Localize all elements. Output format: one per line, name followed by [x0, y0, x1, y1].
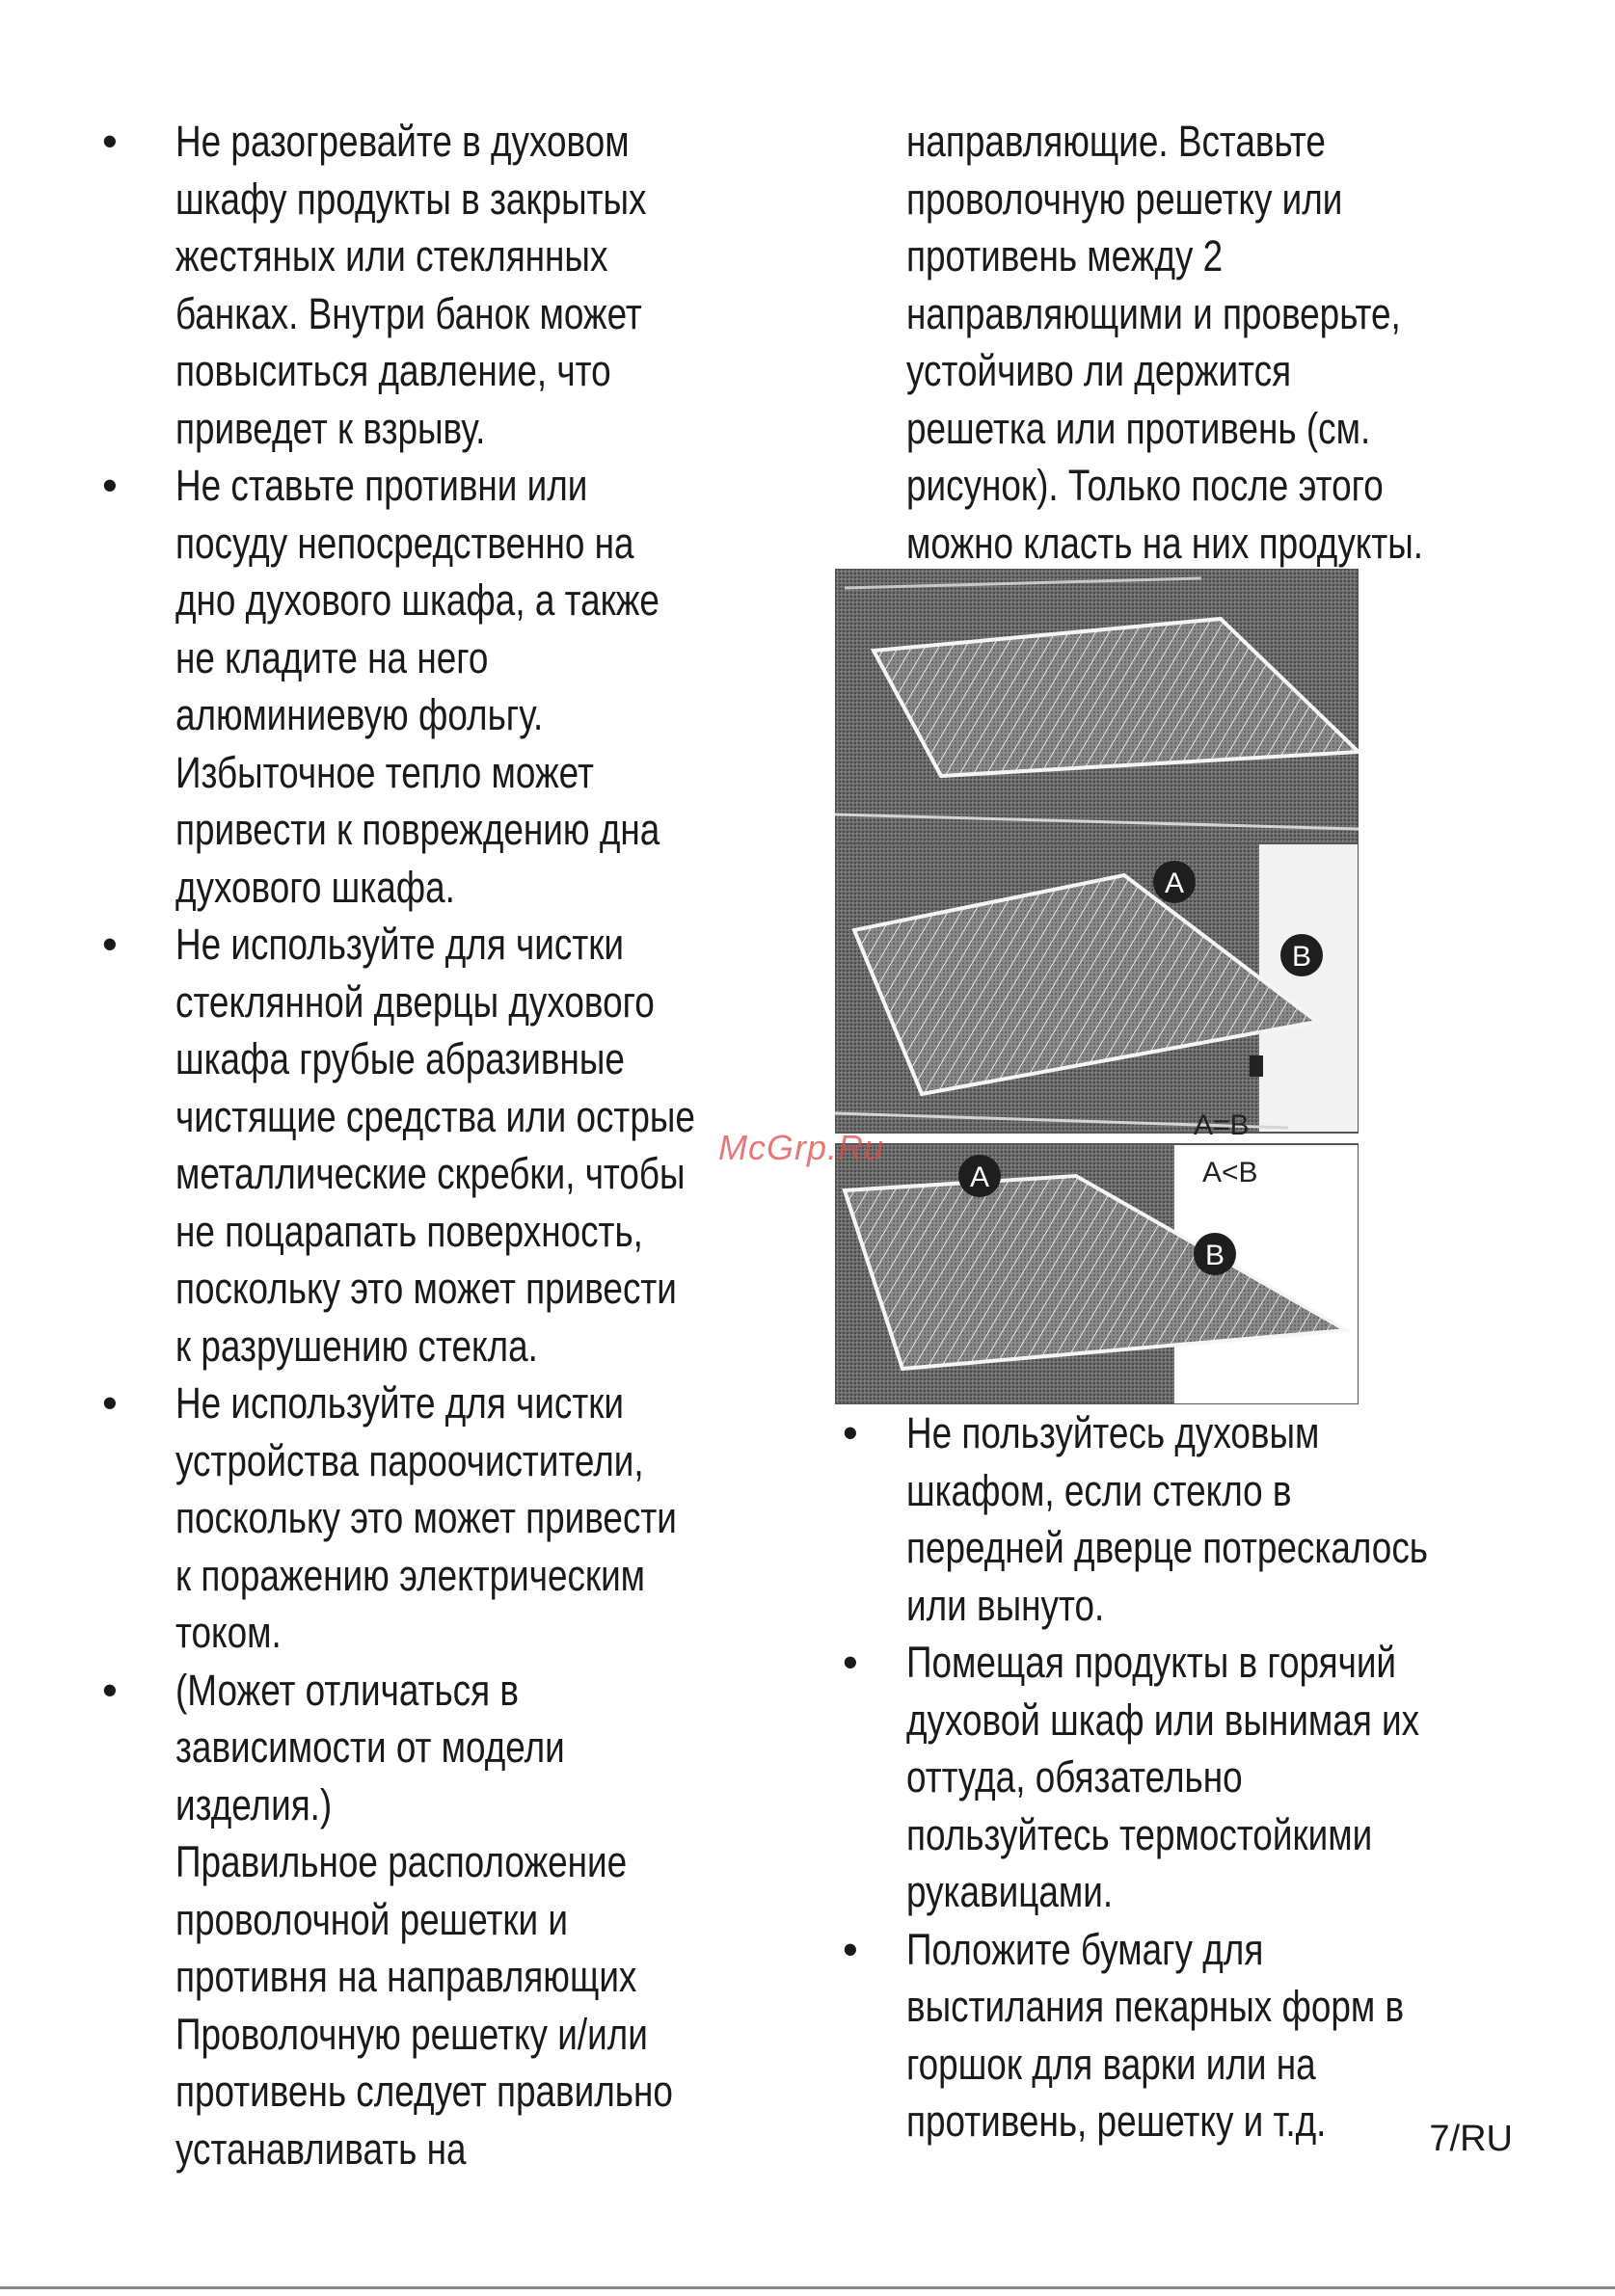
text-line: не поцарапать поверхность,: [175, 1206, 643, 1256]
text-line: Не ставьте противни или: [175, 461, 588, 510]
text-line: током.: [175, 1608, 282, 1657]
text-line: дно духового шкафа, а также: [175, 575, 659, 625]
watermark: McGrp.Ru: [718, 1128, 885, 1167]
text-line: Не используйте для чистки: [175, 920, 625, 969]
text-line: противня на направляющих: [175, 1952, 637, 2001]
bullet-dot: •: [102, 117, 118, 166]
caption-equal: A=B: [1194, 1109, 1250, 1141]
text-line: к разрушению стекла.: [175, 1321, 538, 1371]
text-line: духовой шкаф или вынимая их: [906, 1695, 1420, 1745]
bullet-dot: •: [102, 461, 118, 510]
bullet-dot: •: [843, 1408, 858, 1457]
text-line: духового шкафа.: [175, 862, 455, 912]
text-line: пользуйтесь термостойкими: [906, 1809, 1373, 1859]
label-b-middle: B: [1291, 941, 1312, 973]
text-line: приведет к взрыву.: [175, 403, 486, 453]
text-line: металлические скребки, чтобы: [175, 1149, 686, 1198]
label-b-bottom: B: [1204, 1240, 1225, 1271]
bullet-dot: •: [102, 1665, 118, 1715]
text-line: устанавливать на: [175, 2123, 467, 2174]
text-line: рисунок). Только после этого: [906, 461, 1384, 510]
text-line: оттуда, обязательно: [906, 1752, 1243, 1802]
list-item: [96, 457, 791, 916]
text-line: Помещая продукты в горячий: [906, 1638, 1397, 1687]
text-line: или вынуто.: [906, 1580, 1105, 1630]
list-item: [837, 1634, 1589, 1921]
text-line: противень между 2: [906, 231, 1224, 280]
text-line: направляющие. Вставьте: [906, 117, 1326, 166]
text-line: жестяных или стеклянных: [175, 231, 608, 280]
text-line: выстилания пекарных форм в: [906, 1982, 1405, 2031]
text-line: Не пользуйтесь духовым: [906, 1408, 1320, 1457]
figure-panel-top: [835, 569, 1359, 843]
text-line: шкафа грубые абразивные: [175, 1034, 625, 1083]
text-line: стеклянной дверцы духового: [175, 976, 655, 1027]
bullet-dot: •: [102, 1378, 118, 1428]
list-item: [837, 1404, 1589, 1634]
text-line: посуду непосредственно на: [175, 518, 634, 568]
text-line: (Может отличаться в: [175, 1665, 519, 1715]
figure-panel-middle: [835, 843, 1359, 1141]
text-line: Не используйте для чистки: [175, 1378, 625, 1428]
list-item: [837, 1921, 1589, 2150]
bullet-dot: •: [843, 1638, 858, 1687]
right-column-bottom: [837, 1404, 1589, 2150]
text-line: устойчиво ли держится: [906, 346, 1292, 395]
text-line: поскольку это может привести: [175, 1264, 677, 1313]
text-line: Проволочную решетку и/или: [175, 2009, 648, 2059]
caption-less: A<B: [1202, 1157, 1258, 1188]
text-line: зависимости от модели: [175, 1722, 565, 1772]
text-line: устройства пароочистители,: [175, 1435, 644, 1485]
text-line: горшок для варки или на: [906, 2039, 1316, 2089]
oven-rack-figure: [835, 569, 1359, 1404]
text-line: алюминиевую фольгу.: [175, 690, 544, 739]
text-line: Положите бумагу для: [906, 1924, 1264, 1974]
text-line: проволочной решетки и: [175, 1894, 569, 1944]
text-line: чистящие средства или острые: [175, 1091, 695, 1141]
bullet-dot: •: [102, 920, 118, 969]
label-a-middle: A: [1164, 868, 1185, 899]
text-line: противень, решетку и т.д.: [906, 2096, 1327, 2146]
text-line: передней дверце потрескалось: [906, 1523, 1429, 1572]
bottom-rule: [0, 2286, 1615, 2289]
text-line: поскольку это может привести: [175, 1493, 677, 1542]
paragraph: [837, 113, 1589, 572]
text-line: Правильное расположение: [175, 1837, 628, 1886]
continuation-paragraph: [96, 1833, 791, 2177]
bullet-dot: •: [843, 1924, 858, 1974]
text-line: направляющими и проверьте,: [906, 288, 1401, 338]
text-line: рукавицами.: [906, 1867, 1114, 1916]
list-item: [96, 113, 791, 457]
list-item: [96, 1662, 791, 1834]
text-line: не кладите на него: [175, 632, 489, 682]
text-line: банках. Внутри банок может: [175, 288, 642, 338]
page-number: 7/RU: [1429, 2119, 1513, 2159]
label-a-bottom: A: [969, 1161, 990, 1193]
text-line: решетка или противень (см.: [906, 403, 1371, 453]
text-line: можно класть на них продукты.: [906, 518, 1424, 568]
right-column-top: [837, 113, 1589, 572]
list-item: [96, 1375, 791, 1662]
text-line: шкафу продукты в закрытых: [175, 174, 647, 224]
text-line: Не разогревайте в духовом: [175, 117, 630, 166]
text-line: привести к повреждению дна: [175, 805, 660, 854]
text-line: изделия.): [175, 1779, 333, 1829]
text-line: к поражению электрическим: [175, 1550, 646, 1600]
figure-panel-bottom: [835, 1144, 1359, 1404]
text-line: проволочную решетку или: [906, 174, 1343, 224]
list-item: [96, 916, 791, 1375]
text-line: повыситься давление, что: [175, 346, 611, 395]
text-line: Избыточное тепло может: [175, 747, 594, 797]
text-line: шкафом, если стекло в: [906, 1465, 1292, 1515]
left-column: [96, 113, 791, 2177]
text-line: противень следует правильно: [175, 2067, 673, 2116]
